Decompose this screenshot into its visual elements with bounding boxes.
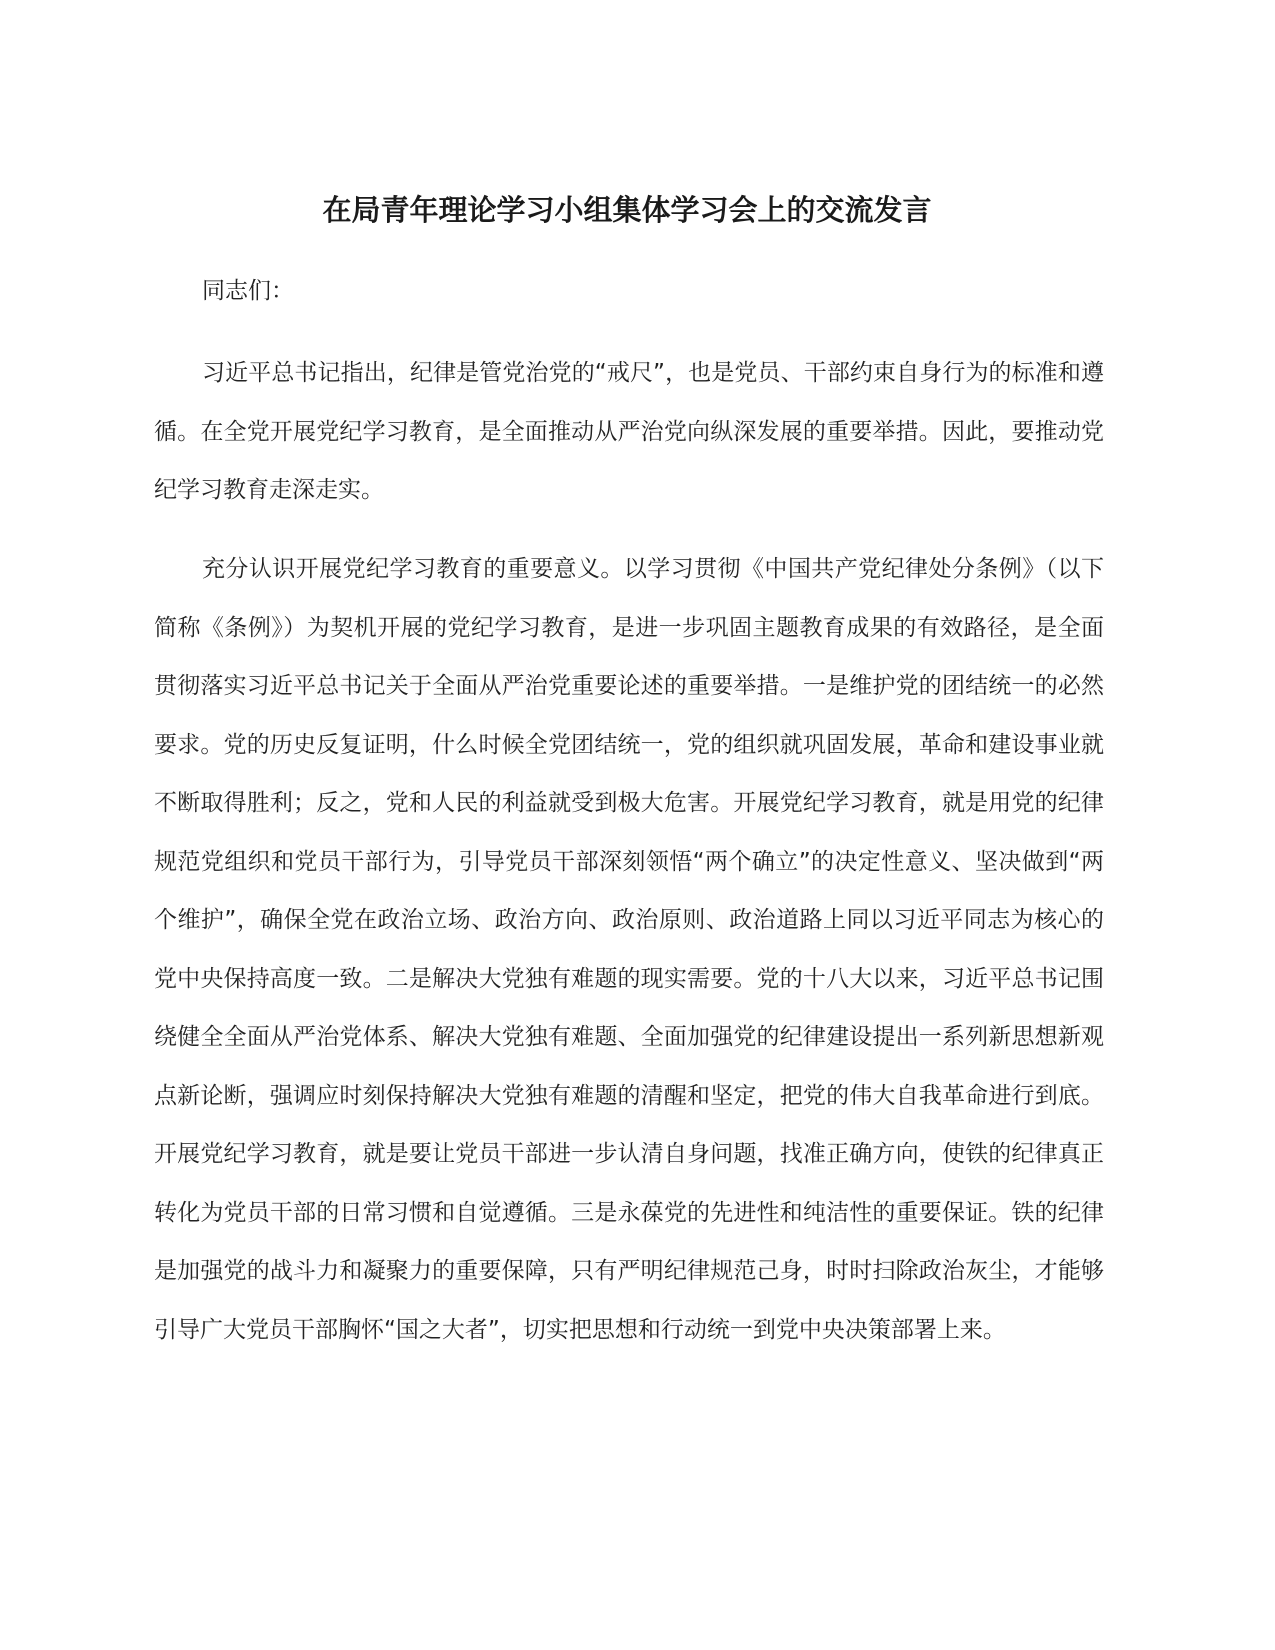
page-title: 在局青年理论学习小组集体学习会上的交流发言 — [322, 193, 932, 227]
paragraph-significance: 充分认识开展党纪学习教育的重要意义。以学习贯彻《中国共产党纪律处分条例》（以下简称《条例》）为契机开展的党纪学习教育，是进一步巩固主题教育成果的有效路径，是全面贯彻落实习近平总书记关于全面从严治党重要论述的重要举措。一是维护党的团结统一的必然要求。党的历史反复证明，什么时候全党团结统一，党的组织就巩固发展，革命和建设事业就不断取得胜利；反之，党和人民的利益就受到极大危害。开展党纪学习教育，就是用党的纪律规范党组织和党员干部行为，引导党员干部深刻领悟“两个确立”的决定性意义、坚决做到“两个维护”，确保全党在政治立场、政治方向、政治原则、政治道路上同以习近平同志为核心的党中央保持高度一致。二是解决大党独有难题的现实需要。党的十八大以来，习近平总书记围绕健全全面从严治党体系、解决大党独有难题、全面加强党的纪律建设提出一系列新思想新观点新论断，强调应时刻保持解决大党独有难题的清醒和坚定，把党的伟大自我革命进行到底。开展党纪学习教育，就是要让党员干部进一步认清自身问题，找准正确方向，使铁的纪律真正转化为党员干部的日常习惯和自觉遵循。三是永葆党的先进性和纯洁性的重要保证。铁的纪律是加强党的战斗力和凝聚力的重要保障，只有严明纪律规范己身，时时扫除政治灰尘，才能够引导广大党员干部胸怀“国之大者”，切实把思想和行动统一到党中央决策部署上来。 — [154, 556, 1104, 1343]
greeting: 同志们： — [202, 278, 294, 304]
paragraph-intro: 习近平总书记指出，纪律是管党治党的“戒尺”，也是党员、干部约束自身行为的标准和遵循。在全党开展党纪学习教育，是全面推动从严治党向纵深发展的重要举措。因此，要推动党纪学习教育走深走实。 — [154, 360, 1104, 503]
